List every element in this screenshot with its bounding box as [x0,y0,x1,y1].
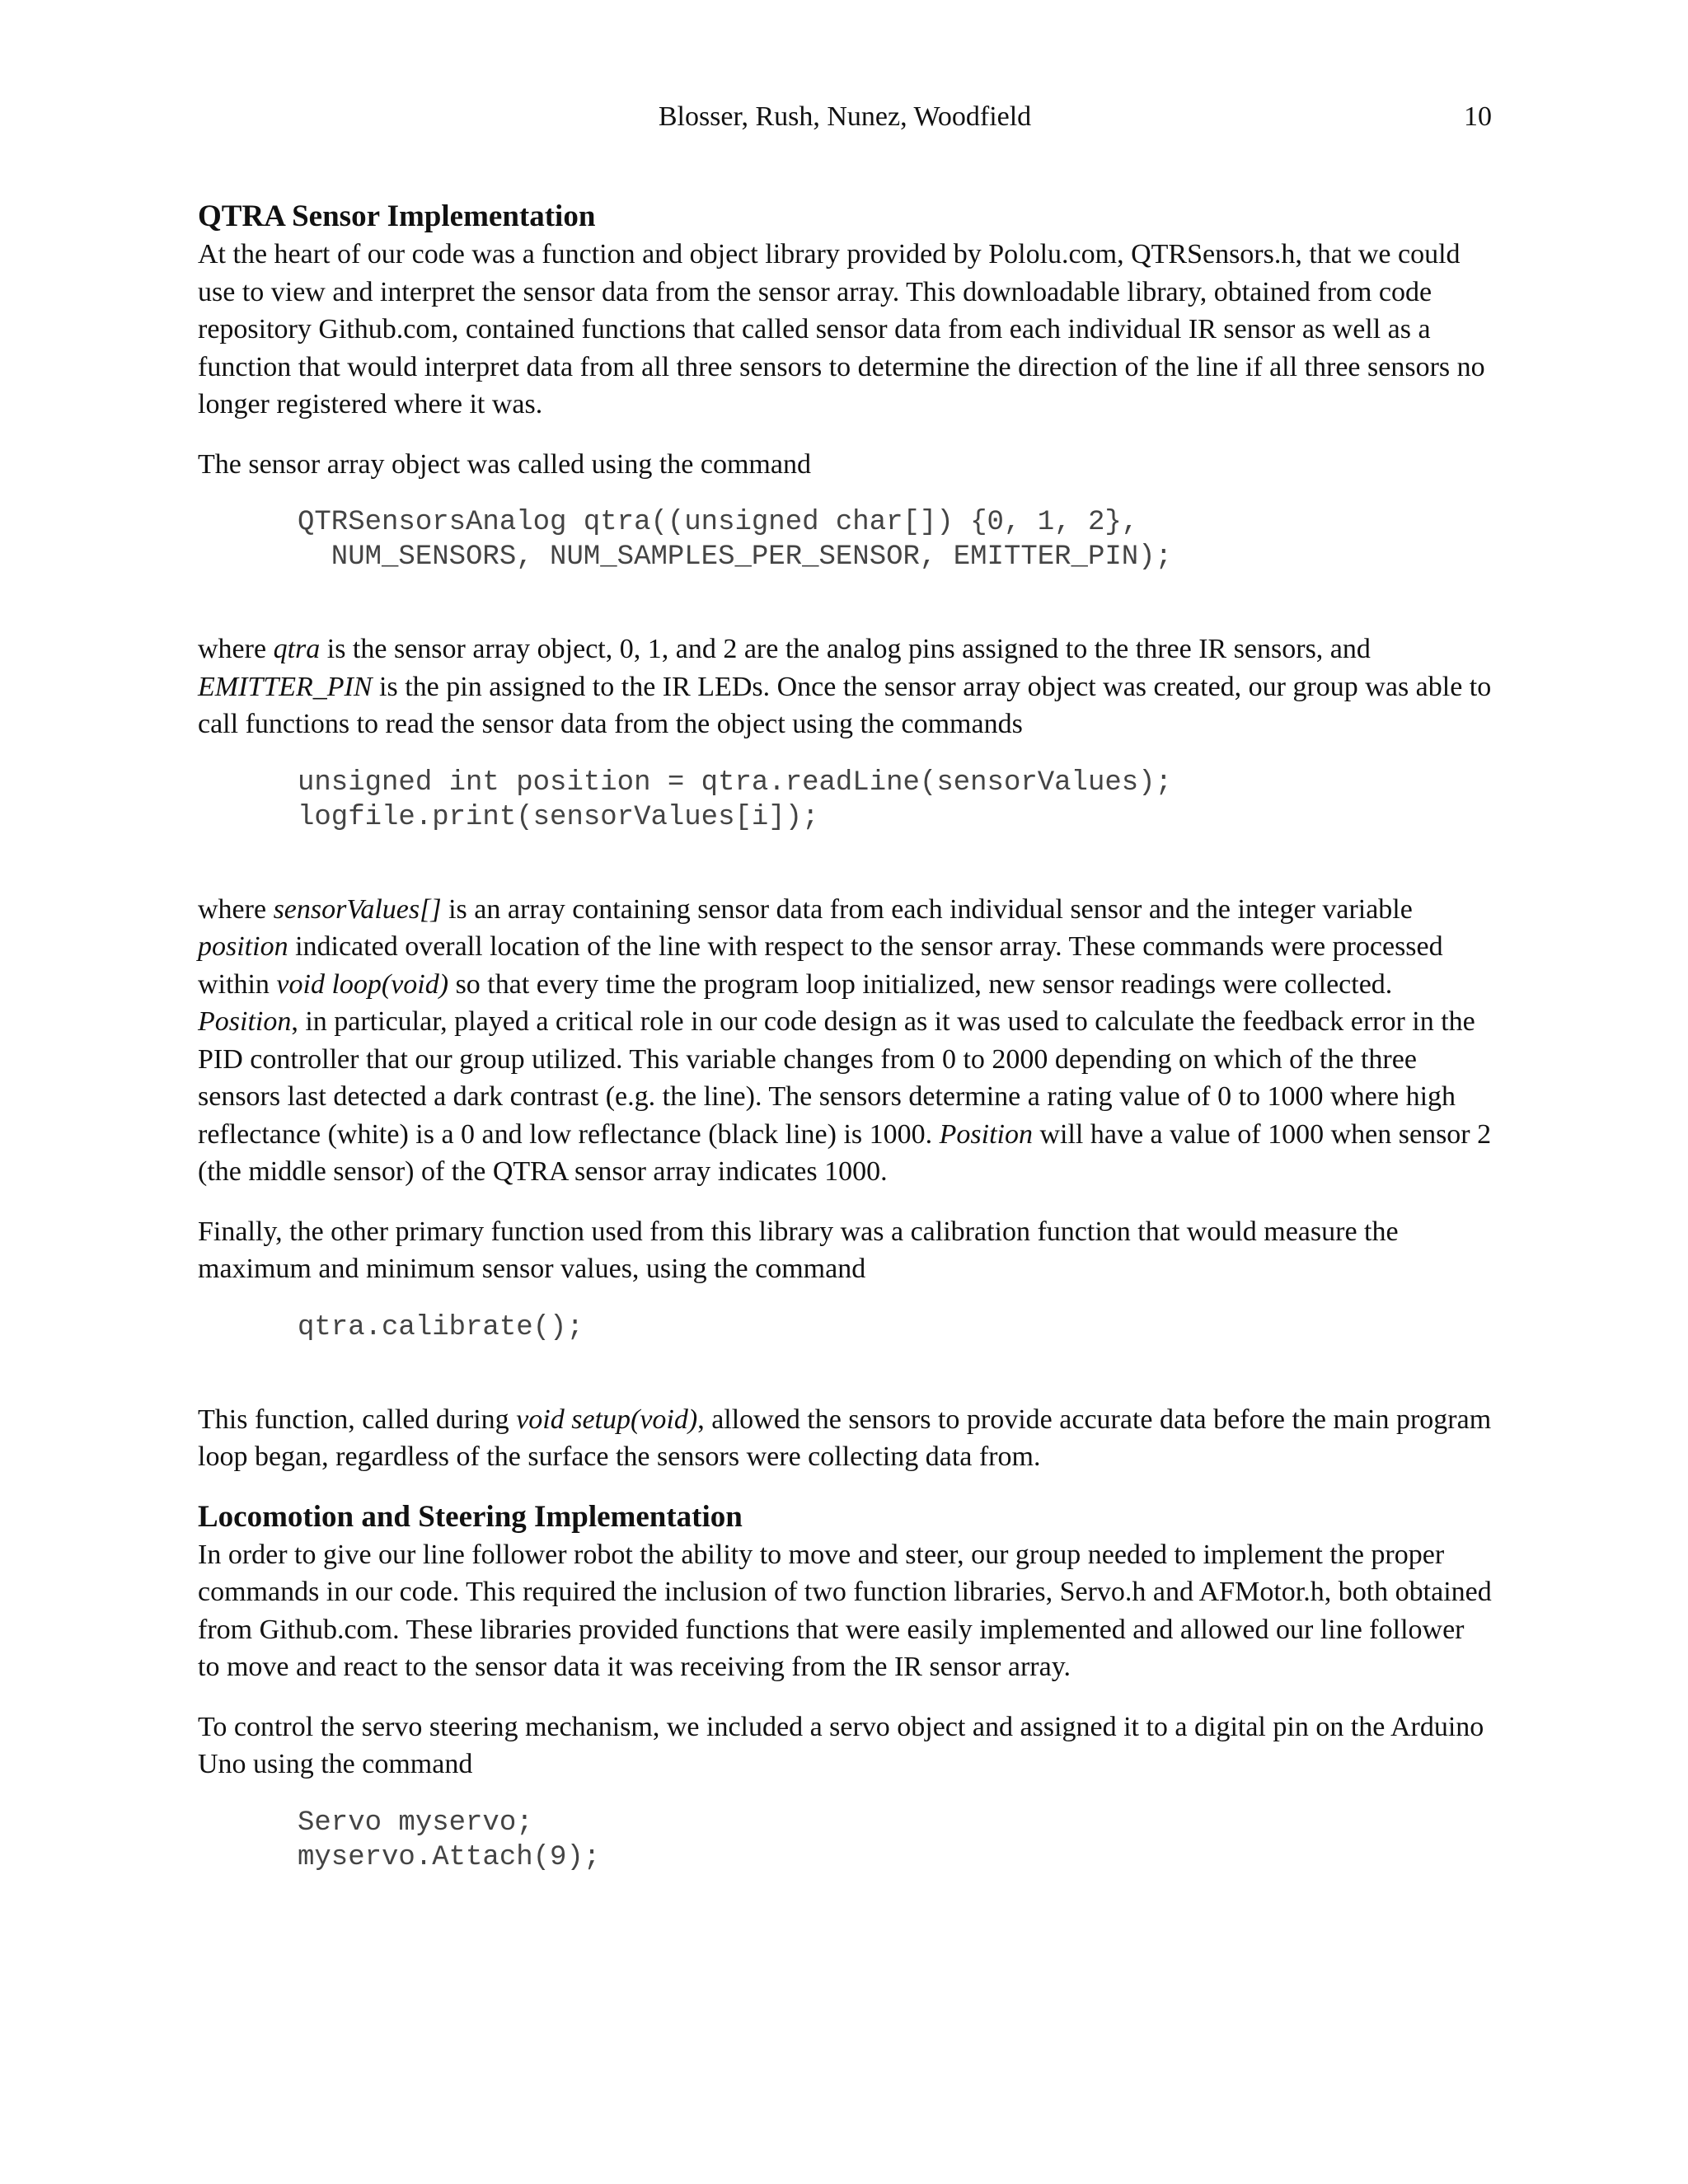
text: is an array containing sensor data from each individual sensor and the integer variable [441,893,1413,925]
text: This function, called during [198,1404,517,1435]
term-emitter-pin: EMITTER_PIN [198,671,373,702]
term-sensor-values: sensorValues[] [273,893,442,925]
paragraph-servo-command: To control the servo steering mechanism, we included a servo object and assigned it to a digital pin on the Arduino Uno using the command [198,1711,1484,1779]
code-block-qtra-constructor: QTRSensorsAnalog qtra((unsigned char[]) {0, 1, 2}, NUM_SENSORS, NUM_SAMPLES_PER_SENSOR, EMITTER_PIN); [298,507,1172,573]
paragraph-locomotion-intro: In order to give our line follower robot the ability to move and steer, our group needed to implement the proper commands in our code. This required the inclusion of two function libraries, Servo.h and AFMotor.h, both obtained from Github.com. These libraries provided functions that were easily implemented and allowed our line follower to move and react to the sensor data it was receiving from the IR sensor array. [198,1539,1492,1682]
header-authors: Blosser, Rush, Nunez, Woodfield [658,101,1032,132]
paragraph-sensor-command: The sensor array object was called using the command [198,448,811,480]
term-position: Position [939,1118,1033,1150]
text: will have a value of 1000 when sensor 2 (the middle sensor) of the QTRA sensor array indicates 1000. [198,1118,1492,1187]
text: , allowed the sensors to provide accurate data before the main program loop began, regardless of the surface the sensors were collecting data from. [198,1404,1492,1472]
text: is the pin assigned to the IR LEDs. Once the sensor array object was created, our group was able to call functions to read the sensor data from the object using the commands [198,671,1492,739]
text: , in particular, played a critical role in our code design as it was used to calculate the feedback error in the PID controller that our group utilized. This variable changes from 0 to 2000 depending on which of the three sensors last detected a dark contrast (e.g. the line). The sensors determine a rating value of 0 to 1000 where high reflectance (white) is a 0 and low reflectance (black line) is 1000. [198,1006,1475,1150]
term-qtra: qtra [273,634,321,664]
page-body [198,198,1492,1931]
text: indicated overall location of the line with respect to the sensor array. These commands were processed within [198,931,1443,1000]
paragraph-qtra-intro: At the heart of our code was a function and object library provided by Pololu.com, QTRSensors.h, that we could use to view and interpret the sensor data from the sensor array. This downloadable library, obtained from code repository Github.com, contained functions that called sensor data from each individual IR sensor as well as a function that would interpret data from all three sensors to determine the direction of the line if all three sensors no longer registered where it was. [198,239,1485,419]
term-position: position [198,931,288,962]
section-heading-locomotion: Locomotion and Steering Implementation [198,1499,743,1534]
code-block-calibrate: qtra.calibrate(); [298,1311,584,1343]
text: is the sensor array object, 0, 1, and 2 are the analog pins assigned to the three IR sensors, and [320,634,1371,664]
term-position: Position [198,1006,292,1037]
text: so that every time the program loop initialized, new sensor readings were collected. [448,968,1393,1000]
paragraph-position-explanation [198,891,1492,1191]
paragraph-calibration: Finally, the other primary function used from this library was a calibration function that would measure the maximum and minimum sensor values, using the command [198,1216,1399,1284]
text: where [198,634,274,664]
page-number: 10 [1464,101,1492,132]
page-header [198,97,1492,137]
paragraph-setup [198,1401,1492,1476]
code-block-read-line: unsigned int position = qtra.readLine(sensorValues); logfile.print(sensorValues[i]); [298,766,1172,833]
text: where [198,893,274,925]
code-block-servo: Servo myservo; myservo.Attach(9); [298,1807,601,1873]
section-heading-qtra: QTRA Sensor Implementation [198,199,596,233]
paragraph-qtra-explanation [198,630,1492,743]
term-void-setup: void setup(void) [516,1404,698,1435]
term-void-loop: void loop(void) [276,968,449,1000]
